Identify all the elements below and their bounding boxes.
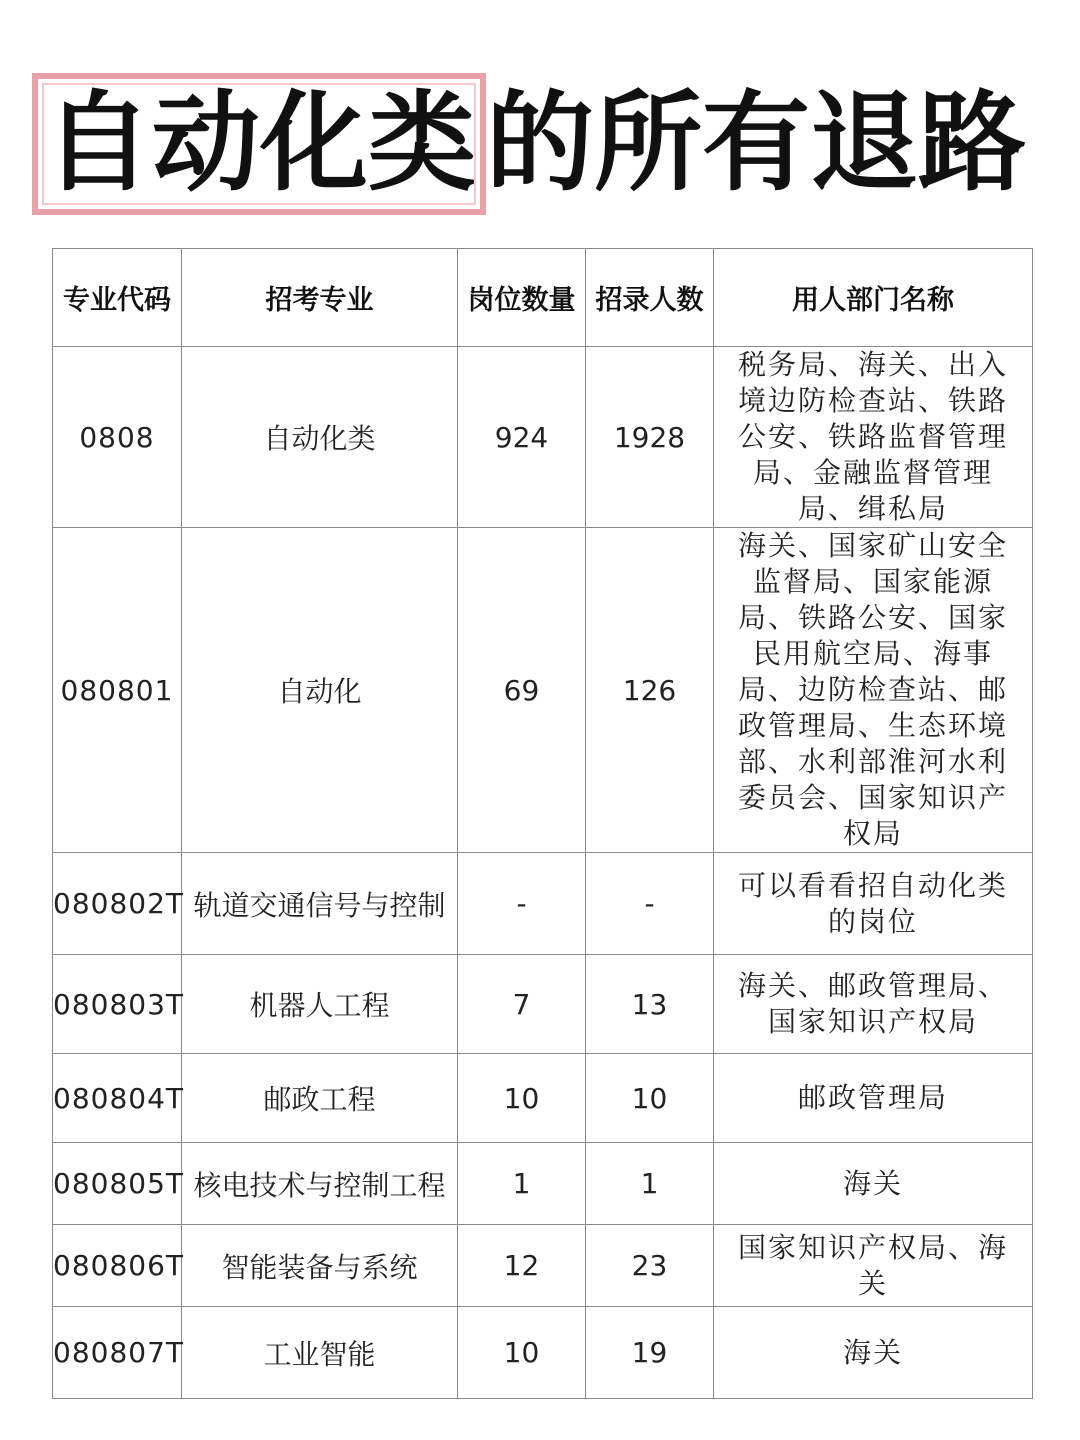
cell-major: 自动化	[182, 528, 458, 853]
majors-table	[52, 248, 1033, 1399]
cell-positions: 7	[458, 955, 586, 1054]
cell-code: 0808	[53, 347, 182, 528]
table-row	[53, 1143, 1033, 1225]
cell-code: 080807T	[53, 1307, 182, 1399]
cell-positions: 69	[458, 528, 586, 853]
cell-dept: 海关	[714, 1307, 1033, 1399]
title-highlight-text: 自动化类	[44, 81, 477, 206]
cell-hires: 13	[586, 955, 714, 1054]
cell-positions: 10	[458, 1054, 586, 1143]
title-rest-text: 的所有退路	[486, 81, 1027, 206]
header-code: 专业代码	[53, 249, 182, 347]
cell-positions: 924	[458, 347, 586, 528]
cell-dept: 海关、邮政管理局、国家知识产权局	[714, 955, 1033, 1054]
cell-code: 080804T	[53, 1054, 182, 1143]
cell-major: 智能装备与系统	[182, 1225, 458, 1307]
table-row	[53, 955, 1033, 1054]
header-hires: 招录人数	[586, 249, 714, 347]
cell-major: 工业智能	[182, 1307, 458, 1399]
table-header-row	[53, 249, 1033, 347]
cell-major: 机器人工程	[182, 955, 458, 1054]
cell-code: 080806T	[53, 1225, 182, 1307]
cell-dept: 可以看看招自动化类的岗位	[714, 853, 1033, 955]
cell-positions: -	[458, 853, 586, 955]
cell-hires: 23	[586, 1225, 714, 1307]
cell-hires: 10	[586, 1054, 714, 1143]
cell-dept: 国家知识产权局、海关	[714, 1225, 1033, 1307]
cell-hires: 126	[586, 528, 714, 853]
cell-dept: 海关	[714, 1143, 1033, 1225]
table-row	[53, 1307, 1033, 1399]
cell-dept: 海关、国家矿山安全监督局、国家能源局、铁路公安、国家民用航空局、海事局、边防检查站、邮政管理局、生态环境部、水利部淮河水利委员会、国家知识产权局	[714, 528, 1033, 853]
cell-positions: 12	[458, 1225, 586, 1307]
cell-code: 080802T	[53, 853, 182, 955]
cell-hires: 1	[586, 1143, 714, 1225]
cell-hires: -	[586, 853, 714, 955]
cell-major: 轨道交通信号与控制	[182, 853, 458, 955]
header-positions: 岗位数量	[458, 249, 586, 347]
table-row	[53, 1225, 1033, 1307]
cell-positions: 1	[458, 1143, 586, 1225]
cell-dept: 税务局、海关、出入境边防检查站、铁路公安、铁路监督管理局、金融监督管理局、缉私局	[714, 347, 1033, 528]
cell-dept: 邮政管理局	[714, 1054, 1033, 1143]
page-title	[32, 74, 1026, 214]
cell-positions: 10	[458, 1307, 586, 1399]
cell-code: 080805T	[53, 1143, 182, 1225]
table-row	[53, 347, 1033, 528]
title-highlight-box	[32, 73, 486, 215]
table-row	[53, 853, 1033, 955]
cell-hires: 1928	[586, 347, 714, 528]
table-row	[53, 528, 1033, 853]
cell-code: 080801	[53, 528, 182, 853]
cell-major: 自动化类	[182, 347, 458, 528]
header-dept: 用人部门名称	[714, 249, 1033, 347]
cell-major: 邮政工程	[182, 1054, 458, 1143]
cell-code: 080803T	[53, 955, 182, 1054]
cell-hires: 19	[586, 1307, 714, 1399]
header-major: 招考专业	[182, 249, 458, 347]
table-row	[53, 1054, 1033, 1143]
cell-major: 核电技术与控制工程	[182, 1143, 458, 1225]
